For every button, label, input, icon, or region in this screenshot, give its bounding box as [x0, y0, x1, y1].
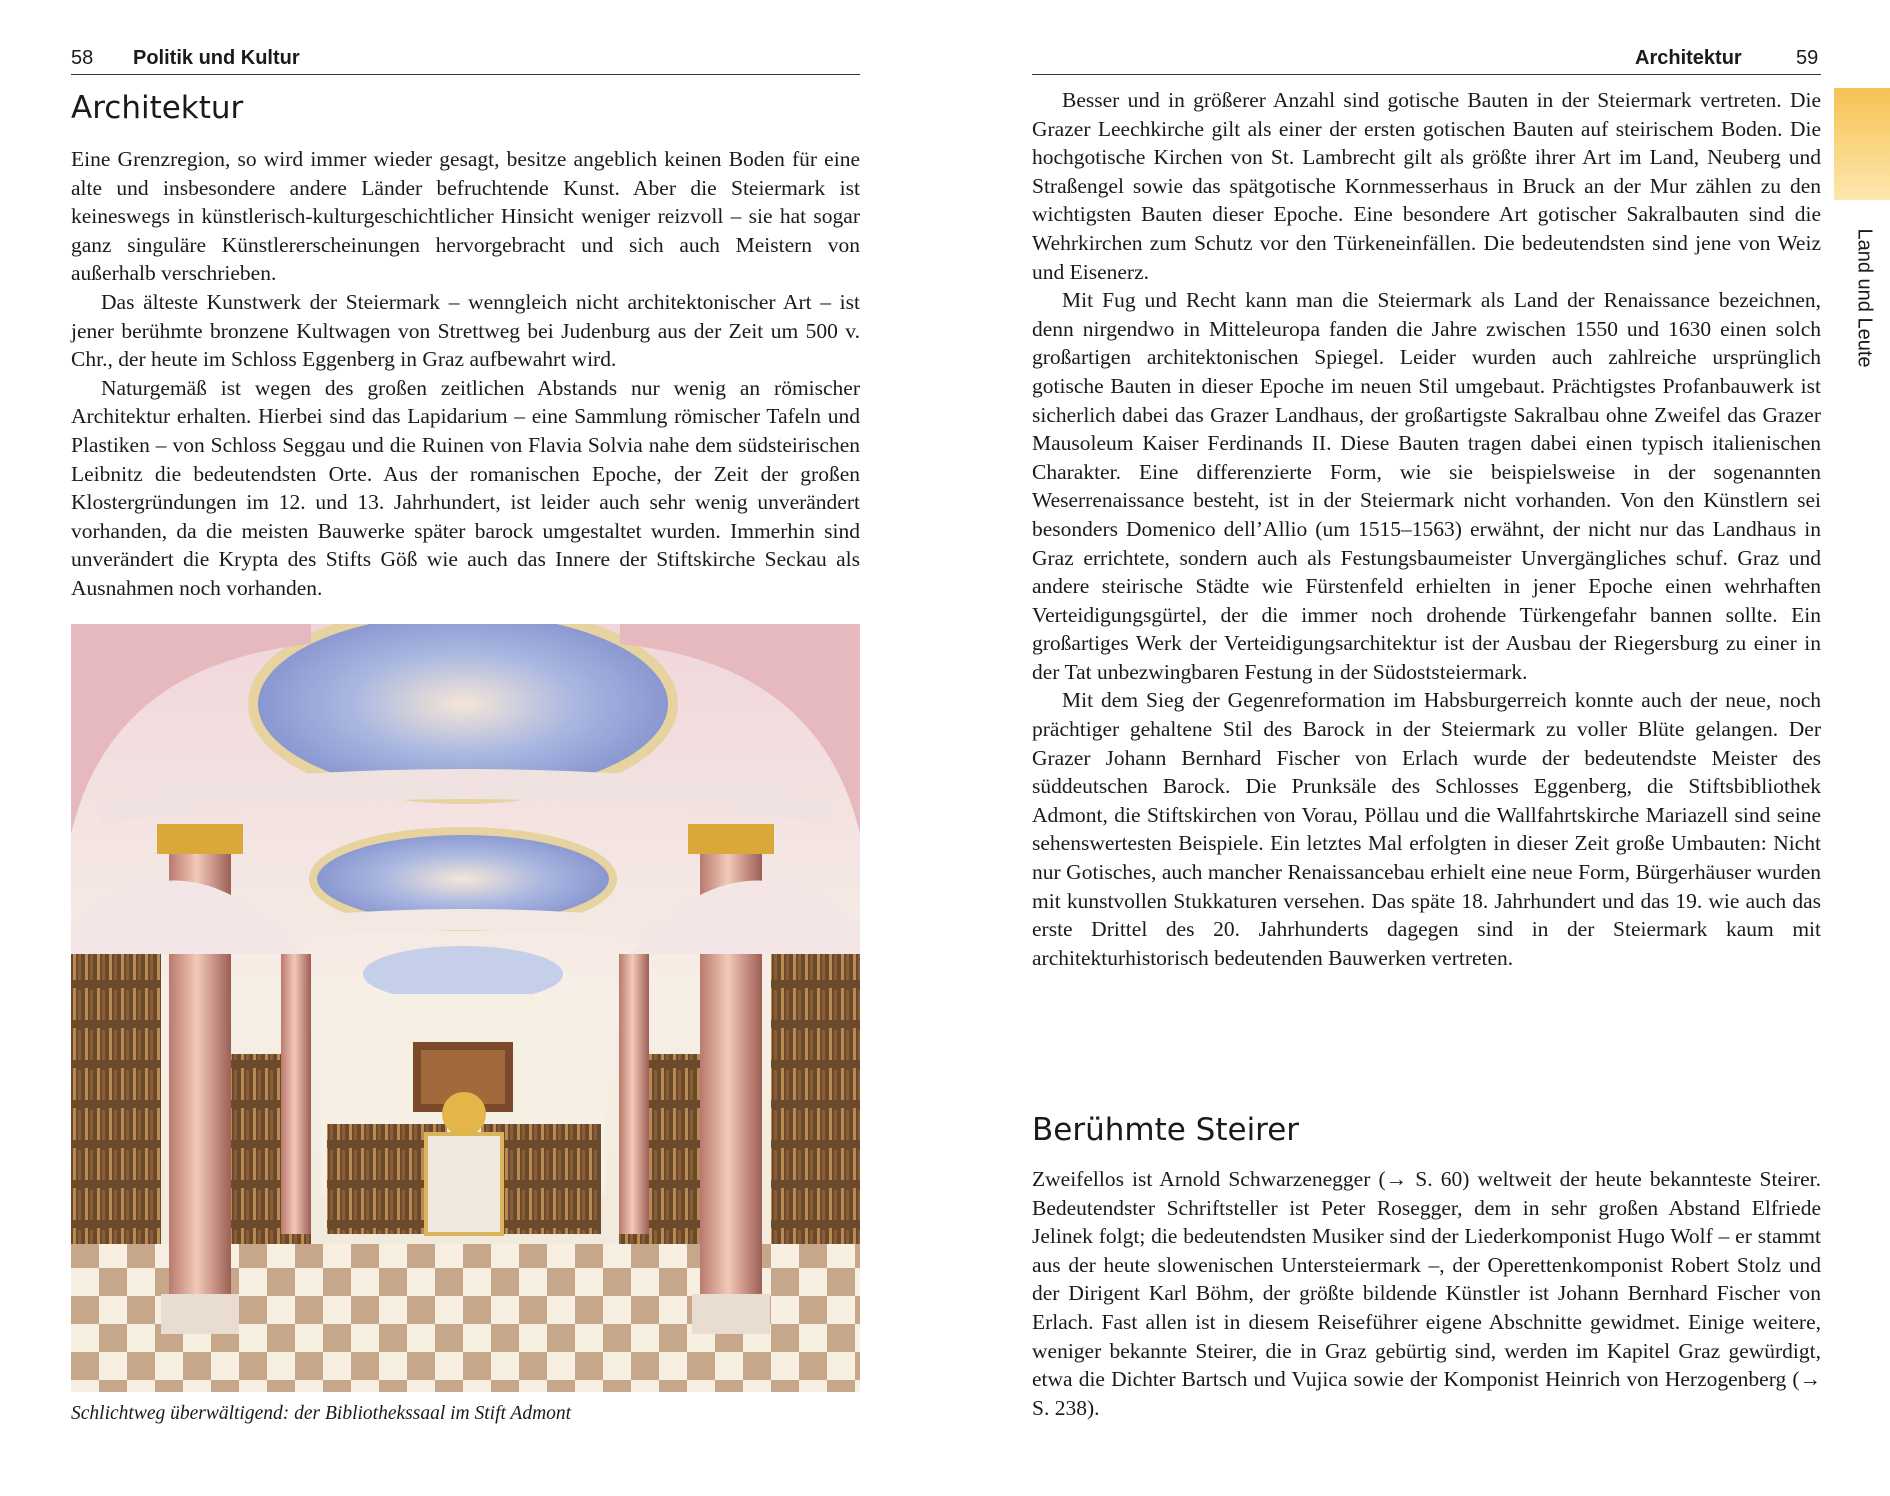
paragraph: Mit Fug und Recht kann man die Steiermark als Land der Renaissance bezeichnen, denn nirgendwo in Mitteleuropa fanden die Jahre zwischen 1550 und 1630 einen solch großartigen architektonischen Spiegel. Leider wurden auch zahlreiche ursprünglich gotische Bauten in dieser Epoche im neuen Stil umgebaut. Prächtigstes Profanbauwerk ist sicherlich dabei das Grazer Landhaus, der großartigste Sakralbau ohne Zweifel das Grazer Mausoleum Kaiser Ferdinands II. Diese Bauten tragen dabei einen typisch italienischen Charakter. Eine differenzierte Form, wie sie beispielsweise in der sogenannten Weserrenaissance besteht, ist in der Steiermark nicht vorhanden. Von den Künstlern sei besonders Domenico dell’Allio (um 1515–1563) erwähnt, der nicht nur das Landhaus in Graz errichtete, sondern auch als Festungsbaumeister Unvergängliches schuf. Graz und andere steirische Städte wie Fürstenfeld erhielten in jener Epoche einen wehrhaften Verteidigungsgürtel, der die immer noch drohende Türkengefahr bannen sollte. Ein großartiges Werk der Verteidigungsarchitektur ist der Ausbau der Riegersburg zu einer in der Tat unbezwingbaren Festung in der Südoststeiermark.: [1032, 288, 1821, 684]
paragraph: Mit dem Sieg der Gegenreformation im Habsburgerreich konnte auch der neue, noch prächtiger gehaltene Stil des Barock in der Steiermark zu voller Blüte gelangen. Der Grazer Johann Bernhard Fischer von Erlach wurde der bedeutendste Meister des süddeutschen Barock. Die Prunksäle des Schlosses Eggenberg, die Stiftsbibliothek Admont, die Stiftskirchen von Vorau, Pöllau und die Wallfahrtskirche Mariazell sind seine sehenswertesten Beispiele. Ein letztes Mal erfolgten in dieser Zeit große Umbauten: Nicht nur Gotisches, auch mancher Renaissancebau erhielt eine neue Form, Bürgerhäuser wurden mit kunstvollen Stukkaturen versehen. Das späte 18. Jahrhundert und das 19. wie auch das erste Drittel des 20. Jahrhunderts dagegen sind in der Steiermark kaum mit architekturhistorisch bedeutenden Bauwerken vertreten.: [1032, 688, 1821, 970]
header-rule-right: [1032, 74, 1821, 75]
right-text-column-2: [1032, 1165, 1821, 1422]
running-head-left: Politik und Kultur: [133, 47, 300, 69]
page-number-left: 58: [71, 47, 94, 69]
paragraph: Naturgemäß ist wegen des großen zeitlichen Abstands nur wenig an römischer Architektur erhalten. Hierbei sind das Lapidarium – eine Sammlung römischer Tafeln und Plastiken – von Schloss Seggau und die Ruinen von Flavia Solvia nahe dem südsteirischen Leibnitz die bedeutendsten Orte. Aus der romanischen Epoche, der Zeit der großen Klostergründungen im 12. und 13. Jahrhundert, ist leider auch sehr wenig unverändert vorhanden, da die meisten Bauwerke später barock umgestaltet wurden. Immerhin sind unverändert die Krypta des Stifts Göß wie auch das Innere der Stiftskirche Seckau als Ausnahmen noch vorhanden.: [71, 375, 860, 600]
page-number-right: 59: [1796, 47, 1819, 69]
chapter-tab-marker: [1834, 88, 1890, 200]
photo-caption: Schlichtweg überwältigend: der Bibliothekssaal im Stift Admont: [71, 1403, 572, 1424]
running-head-right: Architektur: [1635, 47, 1742, 69]
paragraph: Eine Grenzregion, so wird immer wieder gesagt, besitze angeblich keinen Boden für eine alte und insbesondere andere Länder befruchtende Kunst. Aber die Steiermark ist keineswegs in künstlerisch-kulturgeschichtlicher Hinsicht weniger reizvoll – sie hat sogar ganz singuläre Künstlererscheinungen hervorgebracht und sich auch Meistern von außerhalb verschrieben.: [71, 147, 860, 286]
right-text-column: [1032, 86, 1821, 972]
left-text-column: [71, 145, 860, 603]
paragraph: Besser und in größerer Anzahl sind gotische Bauten in der Steiermark vertreten. Die Grazer Leechkirche gilt als einer der ersten gotischen Bauten auf steirischem Boden. Die hochgotische Kirchen von St. Lambrecht gilt als größte ihrer Art im Land, Neuberg und Straßengel sowie das spätgotische Kornmesserhaus in Bruck an der Mur zählen zu den wichtigsten Bauten dieser Epoche. Eine besondere Art gotischer Sakralbauten sind die Wehrkirchen zum Schutz vor den Türkeneinfällen. Die bedeutendsten sind jene von Weiz und Eisenerz.: [1032, 88, 1821, 284]
photo-admont-library: [71, 624, 860, 1392]
side-label-text: Land und Leute: [1853, 228, 1876, 368]
paragraph: Das älteste Kunstwerk der Steiermark – wenngleich nicht architektonischer Art – ist jener berühmte bronzene Kultwagen von Strettweg bei Judenburg aus der Zeit um 500 v. Chr., der heute im Schloss Eggenberg in Graz aufbewahrt wird.: [71, 289, 860, 372]
paragraph: Zweifellos ist Arnold Schwarzenegger (→ S. 60) weltweit der heute bekannteste Steirer. Bedeutendster Schriftsteller ist Peter Rosegger, dem in sehr großen Abstand Elfriede Jelinek folgt; die bedeutendsten Musiker sind der Liederkomponist Hugo Wolf – er stammt aus der heute slowenischen Untersteiermark –, der Operettenkomponist Robert Stolz und der Dirigent Karl Böhm, der größte bildende Künstler ist Johann Bernhard Fischer von Erlach. Fast allen ist in diesem Reiseführer eigene Abschnitte gewidmet. Einige weitere, weniger bekannte Steirer, die in Graz gebürtig sind, werden im Kapitel Graz gewürdigt, etwa die Dichter Bartsch und Vujica sowie der Komponist Heinrich von Herzogenberg (→ S. 238).: [1032, 1167, 1821, 1420]
section-heading-architektur: Architektur: [71, 90, 244, 126]
section-heading-beruehmte-steirer: Berühmte Steirer: [1032, 1112, 1300, 1148]
header-rule-left: [71, 74, 860, 75]
chapter-side-label: [1849, 218, 1879, 378]
